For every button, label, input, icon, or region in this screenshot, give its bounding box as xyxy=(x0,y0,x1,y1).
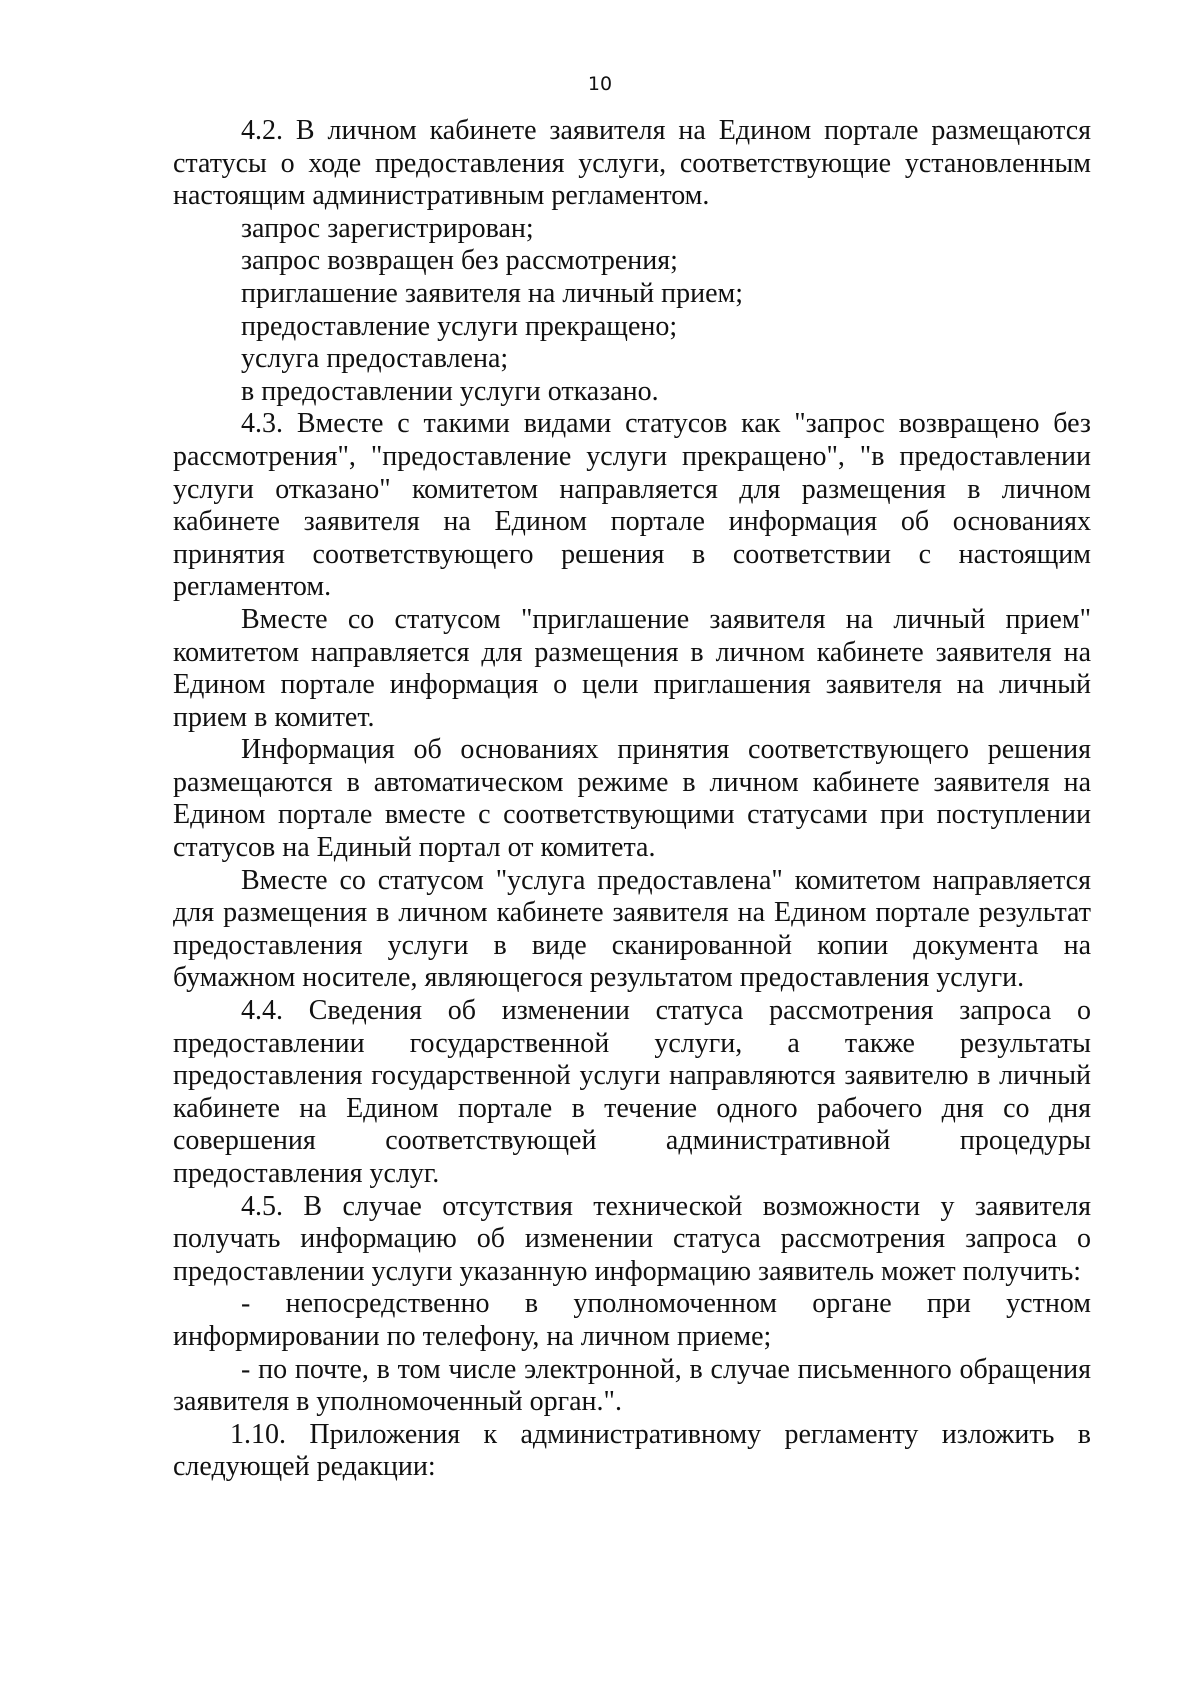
status-item: услуга предоставлена; xyxy=(241,343,509,375)
status-item: приглашение заявителя на личный прием; xyxy=(241,277,744,309)
status-item: запрос возвращен без рассмотрения; xyxy=(241,245,678,277)
paragraph-1-10: 1.10. Приложения к административному регламенту изложить в следующей редакции: xyxy=(173,1418,1091,1483)
status-item: запрос зарегистрирован; xyxy=(241,212,534,244)
paragraph-grounds-info: Информация об основаниях принятия соответствующего решения размещаются в автоматическом режиме в личном кабинете заявителя на Едином портале вместе с соответствующими статусами при поступлении статусов на Единый портал от комитета. xyxy=(173,734,1091,864)
paragraph-dash-item: - непосредственно в уполномоченном органе при устном информировании по телефону, на личном приеме; xyxy=(173,1288,1091,1352)
paragraph-4-2: 4.2. В личном кабинете заявителя на Едином портале размещаются статусы о ходе предоставления услуги, соответствующие установленным настоящим административным регламентом. xyxy=(173,115,1091,212)
page-number: 10 xyxy=(587,73,613,95)
paragraph-invitation-status: Вместе со статусом "приглашение заявителя на личный прием" комитетом направляется для размещения в личном кабинете заявителя на Едином портале информация о цели приглашения заявителя на личный прием в комитет. xyxy=(173,603,1091,733)
paragraph-4-3: 4.3. Вместе с такими видами статусов как "запрос возвращено без рассмотрения", "предоставление услуги прекращено", "в предоставлении услуги отказано" комитетом направляется для размещения в личном кабинете заявителя на Едином портале информация об основаниях принятия соответствующего решения в соответствии с настоящим регламентом. xyxy=(173,408,1091,603)
status-item: предоставление услуги прекращено; xyxy=(241,310,678,342)
paragraph-4-5: 4.5. В случае отсутствия технической возможности у заявителя получать информацию об изменении статуса рассмотрения запроса о предоставлении услуги указанную информацию заявитель может получить: xyxy=(173,1190,1091,1287)
paragraph-4-4: 4.4. Сведения об изменении статуса рассмотрения запроса о предоставлении государственной услуги, а также результаты предоставления государственной услуги направляются заявителю в личный кабинете на Едином портале в течение одного рабочего дня со дня совершения соответствующей административной процедуры предоставления услуг. xyxy=(173,995,1091,1189)
document-body xyxy=(173,115,1091,1484)
paragraph-service-provided: Вместе со статусом "услуга предоставлена" комитетом направляется для размещения в личном кабинете заявителя на Едином портале результат предоставления услуги в виде сканированной копии документа на бумажном носителе, являющегося результатом предоставления услуги. xyxy=(173,864,1091,994)
status-item: в предоставлении услуги отказано. xyxy=(241,375,659,407)
paragraph-dash-item: - по почте, в том числе электронной, в случае письменного обращения заявителя в уполномоченный орган.". xyxy=(173,1353,1091,1418)
